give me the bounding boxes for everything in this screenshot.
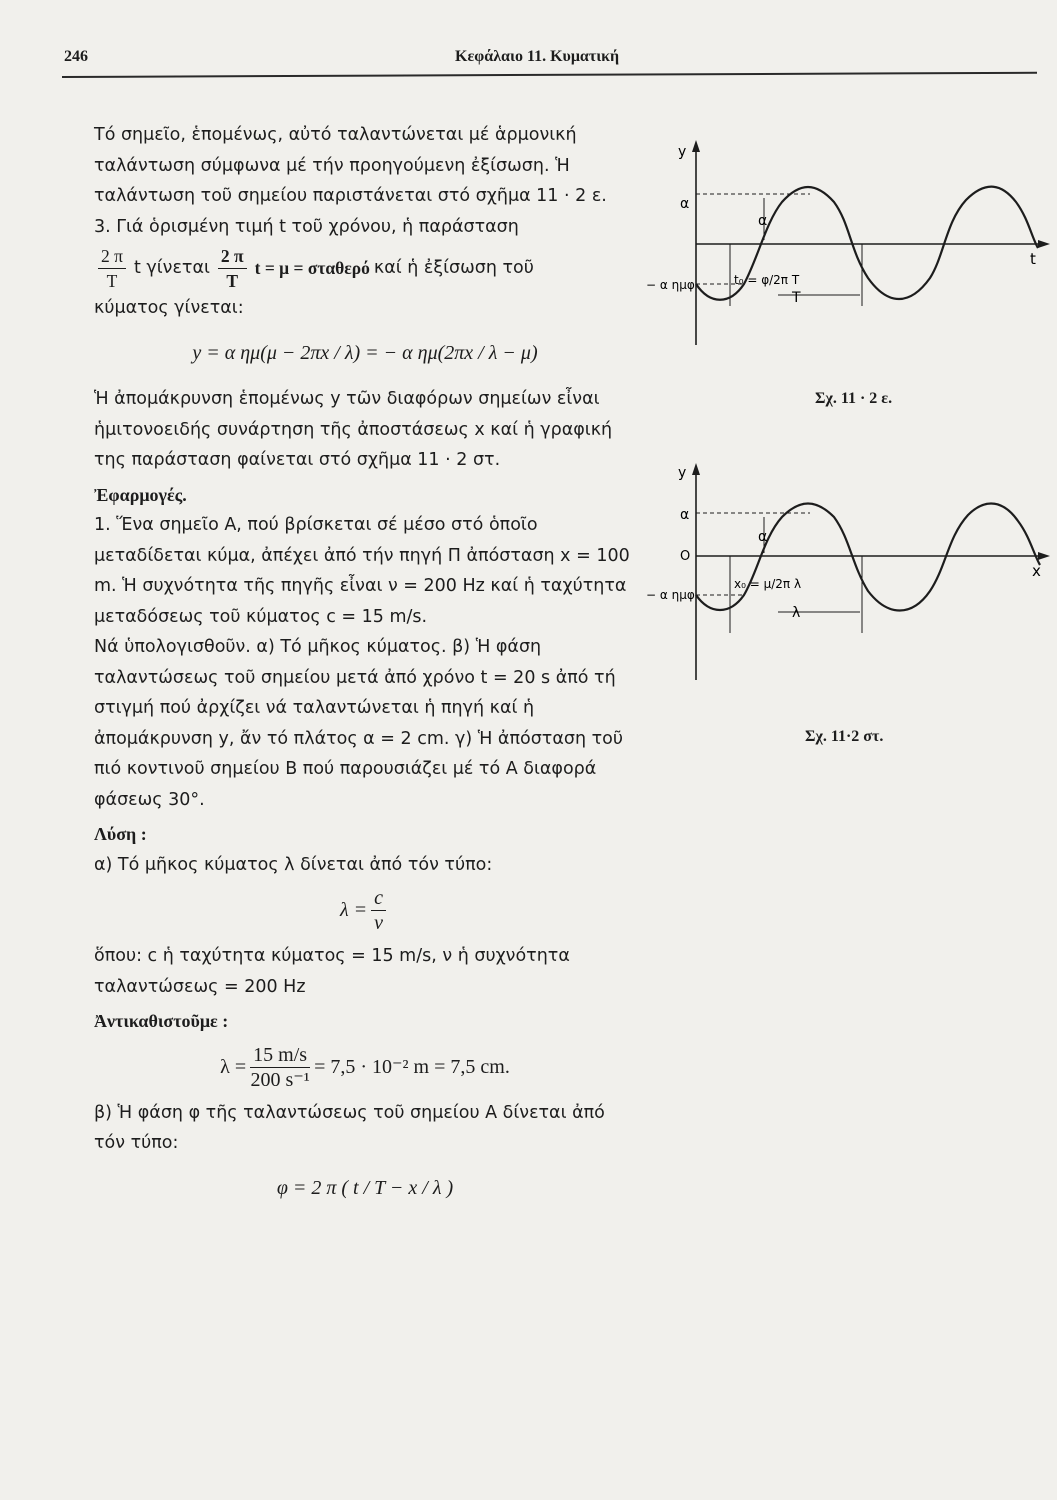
fraction-2pi-over-T-bold: $\frac{2 \pi}{T}$ (218, 244, 247, 293)
paragraph-questions: Νά ὑπολογισθοῦν. α) Τό μῆκος κύματος. β) Ἡ φάση ταλαντώσεως τοῦ σημείου μετά ἀπό χρόνο t = 20 s ἀπό τή στιγμή πού ἀρχίζει νά ταλαντώνεται ἡ πηγή καί ἡ ἀπομάκρυνση y, ἄν τό πλάτος α = 2 cm. γ) Ἡ ἀπόσταση τοῦ πιό κοντινοῦ σημείου Β πού παρουσιάζει μέ τό Α διαφορά φάσεως 30°. (94, 637, 623, 810)
wave-becomes-text: κύματος γίνεται: (94, 298, 244, 318)
fraction-2pi-over-T: $\frac{2 \pi}{T}$ (98, 244, 126, 293)
t-equals-mu-constant: t = μ = σταθερό (254, 258, 370, 279)
fig-st-x-arrow (1038, 552, 1050, 560)
fig-e-period-label: T (792, 290, 801, 306)
fig-e-amp-label: α (680, 196, 690, 212)
chapter-title: Κεφάλαιο 11. Κυματική (455, 48, 620, 65)
fig-st-x-label: x (1032, 562, 1041, 580)
paragraph-item3: 3. Γιά ὁρισμένη τιμή t τοῦ χρόνου, ἡ παράσταση (94, 216, 519, 237)
fig-st-amp-label: α (680, 507, 690, 523)
fig-st-amp-top: α (758, 529, 768, 545)
page-number: 246 (64, 48, 88, 65)
paragraph-displacement: Ἡ ἀπομάκρυνση ἑπομένως y τῶν διαφόρων σημείων εἶναι ἡμιτονοειδής συνάρτηση τῆς ἀποστάσεως x καί ἡ γραφική της παράσταση φαίνεται στό σχῆμα 11 · 2 στ. (94, 389, 613, 470)
fig-st-lambda-label: λ (792, 605, 801, 621)
main-text-column (94, 120, 636, 1203)
item3-expression-row (94, 244, 636, 293)
paragraph-wavelength: α) Τό μῆκος κύματος λ δίνεται ἀπό τόν τύπο: (94, 854, 493, 875)
figure-11-2e (640, 130, 1057, 410)
header-rule (62, 72, 1037, 78)
lambda-formula: λ = $\frac{c}{\nu}$ (94, 886, 636, 935)
fig-e-y-label: y (678, 144, 687, 160)
figure-11-2st-caption: Σχ. 11·2 στ. (805, 728, 884, 745)
lambda-substitution-formula: λ = $\frac{15 m/s}{\text{200 s⁻¹}}$ = 7,5 · 10⁻² m = 7,5 cm. (220, 1043, 510, 1091)
paragraph-oscillation: Τό σημεῖο, ἑπομένως, αὐτό ταλαντώνεται μέ ἁρμονική ταλάντωση σύμφωνα μέ τήν προηγούμενη ἐξίσωση. Ἡ ταλάντωση τοῦ σημείου παριστάνεται στό σχῆμα 11 · 2 ε. (94, 125, 607, 206)
paragraph-phase: β) Ἡ φάση φ τῆς ταλαντώσεως τοῦ σημείου Α δίνεται ἀπό τόν τύπο: (94, 1102, 605, 1153)
substituting-heading: Ἀντικαθιστοῦμε : (94, 1011, 229, 1031)
fig-st-y-label: y (678, 465, 687, 481)
solution-heading: Λύση : (94, 824, 147, 844)
phase-formula: φ = 2 π ( t / T − x / λ ) (276, 1176, 454, 1199)
fig-st-sine-wave (696, 504, 1040, 611)
fig-e-x-label: t (1030, 250, 1036, 268)
figure-11-2st (640, 455, 1057, 695)
fig-st-y-arrow (692, 463, 700, 475)
fig-st-neg-label: − α ημφ (646, 588, 695, 602)
fig-e-amp-top: α (758, 213, 768, 229)
fig-st-origin: O (680, 549, 691, 564)
applications-heading: Ἐφαρμογές. (94, 484, 187, 505)
fig-e-x-arrow (1038, 240, 1050, 248)
fig-st-x0-label: x₀ = μ/2π λ (734, 577, 802, 591)
t-becomes-text: t γίνεται (133, 258, 210, 279)
paragraph-application1: 1. Ἕνα σημεῖο Α, πού βρίσκεται σέ μέσο στό ὁποῖο μεταδίδεται κύμα, ἀπέχει ἀπό τήν πηγή Π ἀπόσταση x = 100 m. Ἡ συχνότητα τῆς πηγῆς εἶναι ν = 200 Hz καί ἡ ταχύτητα μεταδόσεως τοῦ κύματος c = 15 m/s. (94, 515, 630, 627)
paragraph-where: ὅπου: c ἡ ταχύτητα κύματος = 15 m/s, ν ἡ συχνότητα ταλαντώσεως = 200 Hz (94, 946, 570, 997)
wave-equation-y: y = α ημ(μ − 2πx / λ) = − α ημ(2πx / λ − μ) (192, 341, 538, 364)
figure-11-2e-caption: Σχ. 11 · 2 ε. (815, 390, 893, 407)
and-equation-text: καί ἡ ἐξίσωση τοῦ (373, 258, 534, 279)
fig-e-t0-label: t₀ = φ/2π T (734, 273, 800, 287)
fig-e-neg-label: − α ημφ (646, 278, 695, 292)
fig-e-y-arrow (692, 140, 700, 152)
